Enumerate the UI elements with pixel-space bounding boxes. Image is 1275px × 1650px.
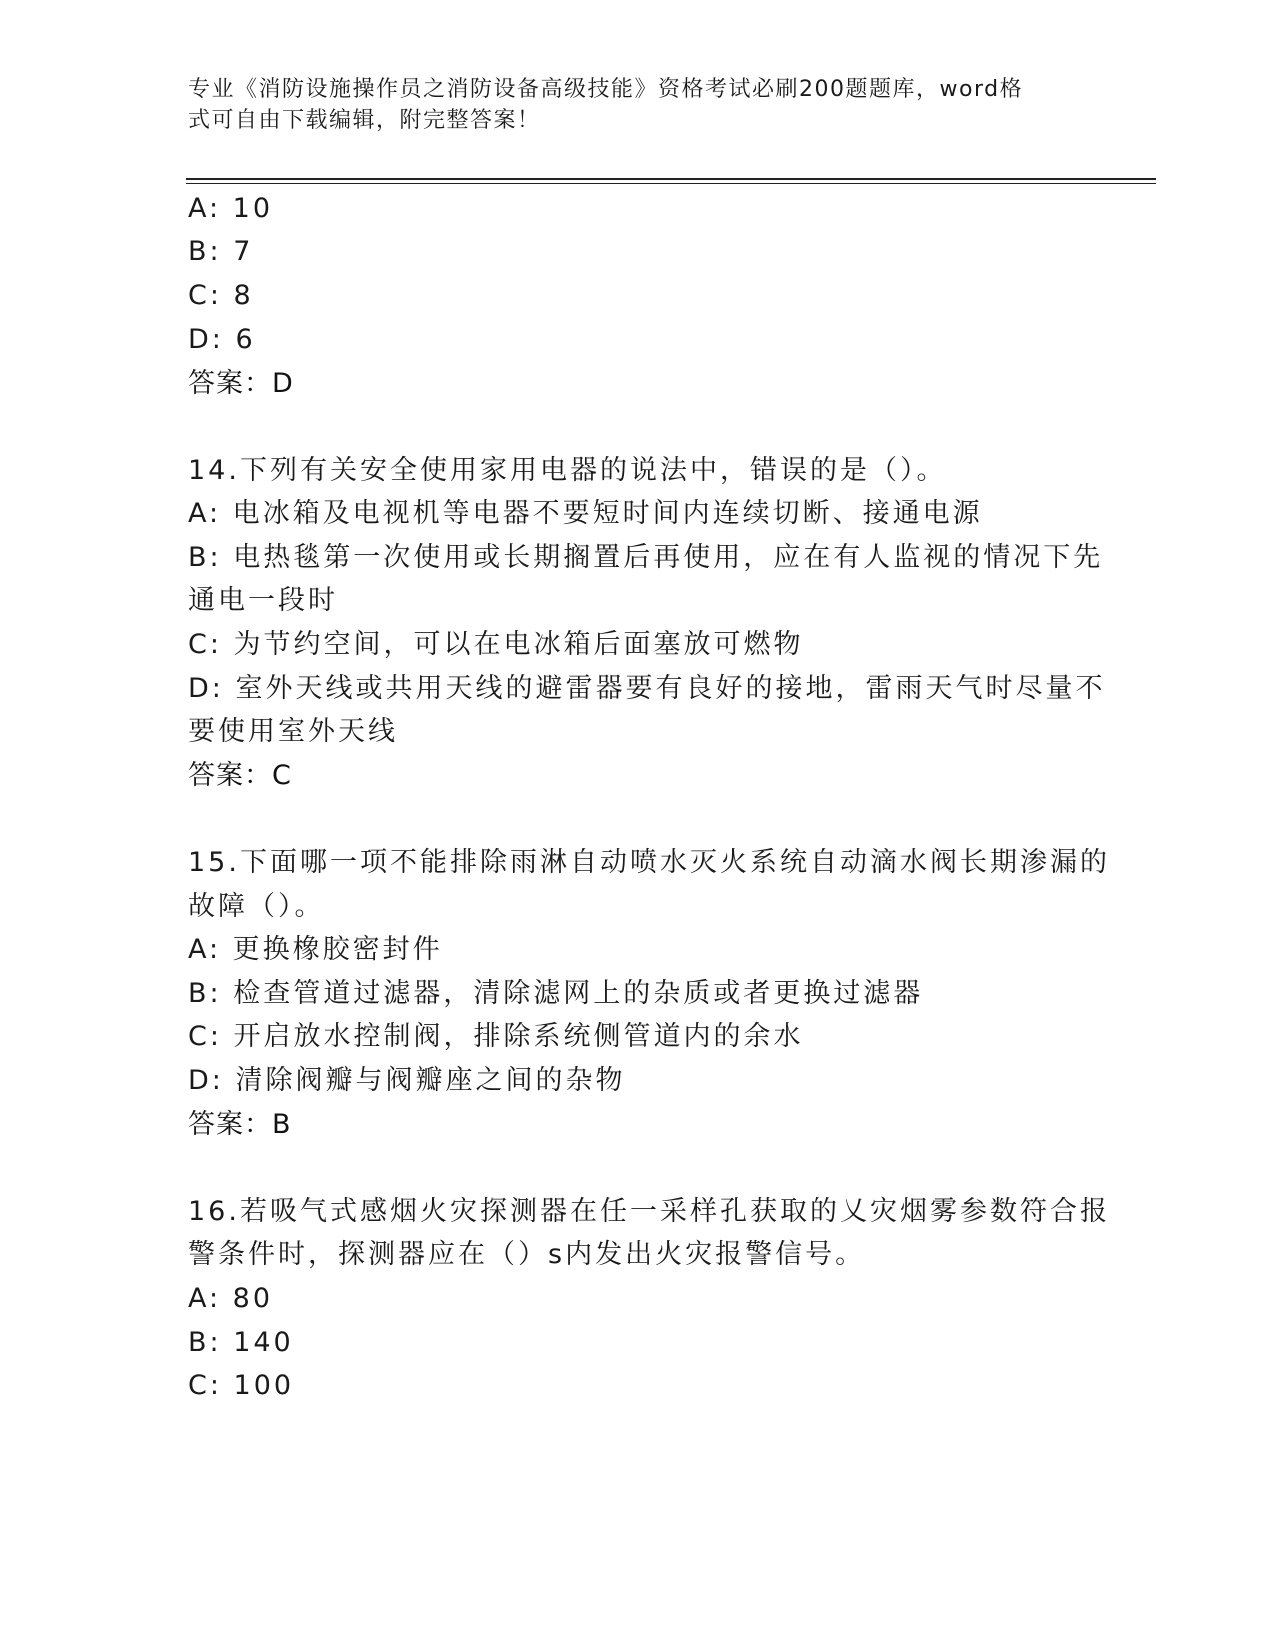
q14-option-d-line-1: D: 室外天线或共用天线的避雷器要有良好的接地，雷雨天气时尽量不 [188, 673, 1106, 704]
q14-stem: 14.下列有关安全使用家用电器的说法中，错误的是（）。 [188, 455, 947, 486]
q14-option-b-line-1: B: 电热毯第一次使用或长期搁置后再使用，应在有人监视的情况下先 [188, 542, 1104, 573]
header-line-1: 专业《消防设施操作员之消防设备高级技能》资格考试必刷200题题库，word格 [188, 77, 1024, 102]
q16-stem-line-1: 16.若吸气式感烟火灾探测器在任一采样孔获取的乂灾烟雾参数符合报 [188, 1196, 1110, 1227]
header-line-2: 式可自由下载编辑，附完整答案！ [188, 108, 541, 133]
q14-option-b-line-2: 通电一段时 [188, 585, 338, 616]
q14-option-d-line-2: 要使用室外天线 [188, 716, 398, 747]
q15-option-c: C: 开启放水控制阀，排除系统侧管道内的余水 [188, 1021, 804, 1052]
document-header [188, 74, 1068, 136]
header-rule-thick [186, 178, 1156, 180]
q15-option-d: D: 清除阀瓣与阀瓣座之间的杂物 [188, 1065, 626, 1096]
q16-stem-line-2: 警条件时，探测器应在（）s内发出火灾报警信号。 [188, 1239, 866, 1270]
q14-answer: 答案：C [188, 760, 292, 791]
q15-stem-line-1: 15.下面哪一项不能排除雨淋自动喷水灭火系统自动滴水阀长期渗漏的 [188, 847, 1110, 878]
header-rule-thin [186, 183, 1156, 184]
q15-stem-line-2: 故障（）。 [188, 891, 325, 922]
q13-option-b: B: 7 [188, 236, 254, 267]
q14-option-c: C: 为节约空间，可以在电冰箱后面塞放可燃物 [188, 629, 804, 660]
q13-option-c: C: 8 [188, 280, 254, 311]
q13-option-a: A: 10 [188, 193, 274, 224]
q13-option-d: D: 6 [188, 324, 256, 355]
q16-option-c: C: 100 [188, 1370, 295, 1401]
q15-answer: 答案：B [188, 1109, 292, 1140]
q13-answer: 答案：D [188, 368, 294, 399]
q16-option-a: A: 80 [188, 1283, 274, 1314]
q15-option-b: B: 检查管道过滤器，清除滤网上的杂质或者更换过滤器 [188, 978, 924, 1009]
q15-option-a: A: 更换橡胶密封件 [188, 934, 443, 965]
q14-option-a: A: 电冰箱及电视机等电器不要短时间内连续切断、接通电源 [188, 498, 983, 529]
q16-option-b: B: 140 [188, 1327, 294, 1358]
